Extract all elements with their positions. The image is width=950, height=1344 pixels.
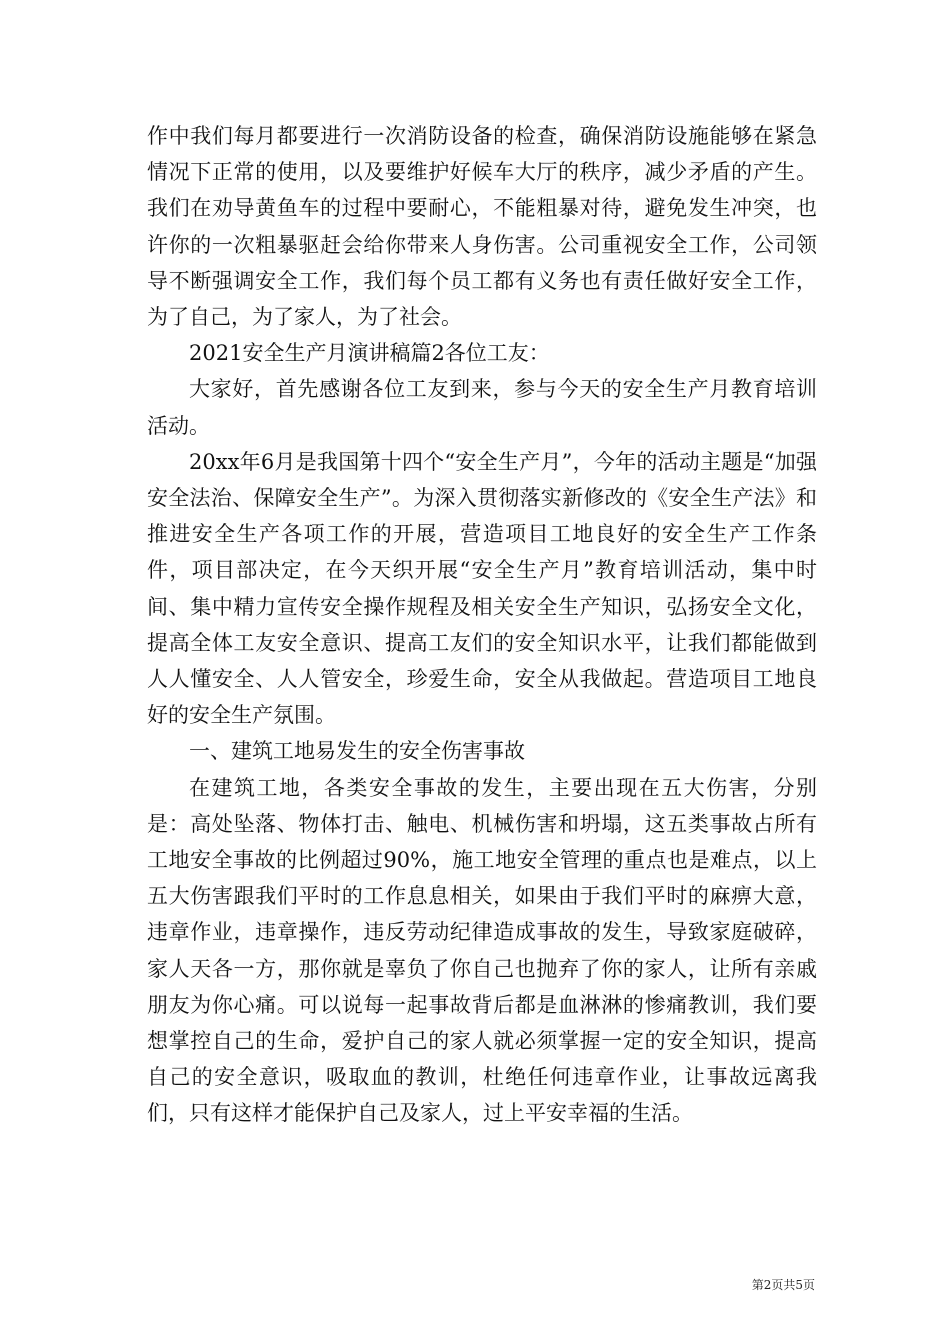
paragraph-2-title: 2021安全生产月演讲稿篇2各位工友： — [189, 341, 550, 366]
paragraph-3: 大家好，首先感谢各位工友到来，参与今天的安全生产月教育培训活动。 — [147, 377, 817, 438]
paragraph-4: 20xx年6月是我国第十四个“安全生产月”，今年的活动主题是“加强安全法治、保障安全生产”。为深入贯彻落实新修改的《安全生产法》和推进安全生产各项工作的开展，营造项目工地良好的安全生产工作条件，项目部决定，在今天织开展“安全生产月”教育培训活动，集中时间、集中精力宣传安全操作规程及相关安全生产知识，弘扬安全文化，提高全体工友安全意识、提高工友们的安全知识水平，让我们都能做到人人懂安全、人人管安全，珍爱生命，安全从我做起。营造项目工地良好的安全生产氛围。 — [147, 449, 817, 728]
document-body — [147, 118, 817, 1132]
paragraph-6: 在建筑工地，各类安全事故的发生，主要出现在五大伤害，分别是：高处坠落、物体打击、触电、机械伤害和坍塌，这五类事故占所有工地安全事故的比例超过90%，施工地安全管理的重点也是难点，以上五大伤害跟我们平时的工作息息相关，如果由于我们平时的麻痹大意，违章作业，违章操作，违反劳动纪律造成事故的发生，导致家庭破碎，家人天各一方，那你就是辜负了你自己也抛弃了你的家人，让所有亲戚朋友为你心痛。可以说每一起事故背后都是血淋淋的惨痛教训，我们要想掌控自己的生命，爱护自己的家人就必须掌握一定的安全知识，提高自己的安全意识，吸取血的教训，杜绝任何违章作业，让事故远离我们，只有这样才能保护自己及家人，过上平安幸福的生活。 — [147, 775, 817, 1126]
section-heading: 一、建筑工地易发生的安全伤害事故 — [189, 739, 525, 764]
page-number: 第2页共5页 — [751, 1278, 815, 1292]
paragraph-1: 作中我们每月都要进行一次消防设备的检查，确保消防设施能够在紧急情况下正常的使用，以及要维护好候车大厅的秩序，减少矛盾的产生。我们在劝导黄鱼车的过程中要耐心，不能粗暴对待，避免发生冲突，也许你的一次粗暴驱赶会给你带来人身伤害。公司重视安全工作，公司领导不断强调安全工作，我们每个员工都有义务也有责任做好安全工作，为了自己，为了家人，为了社会。 — [147, 124, 817, 330]
